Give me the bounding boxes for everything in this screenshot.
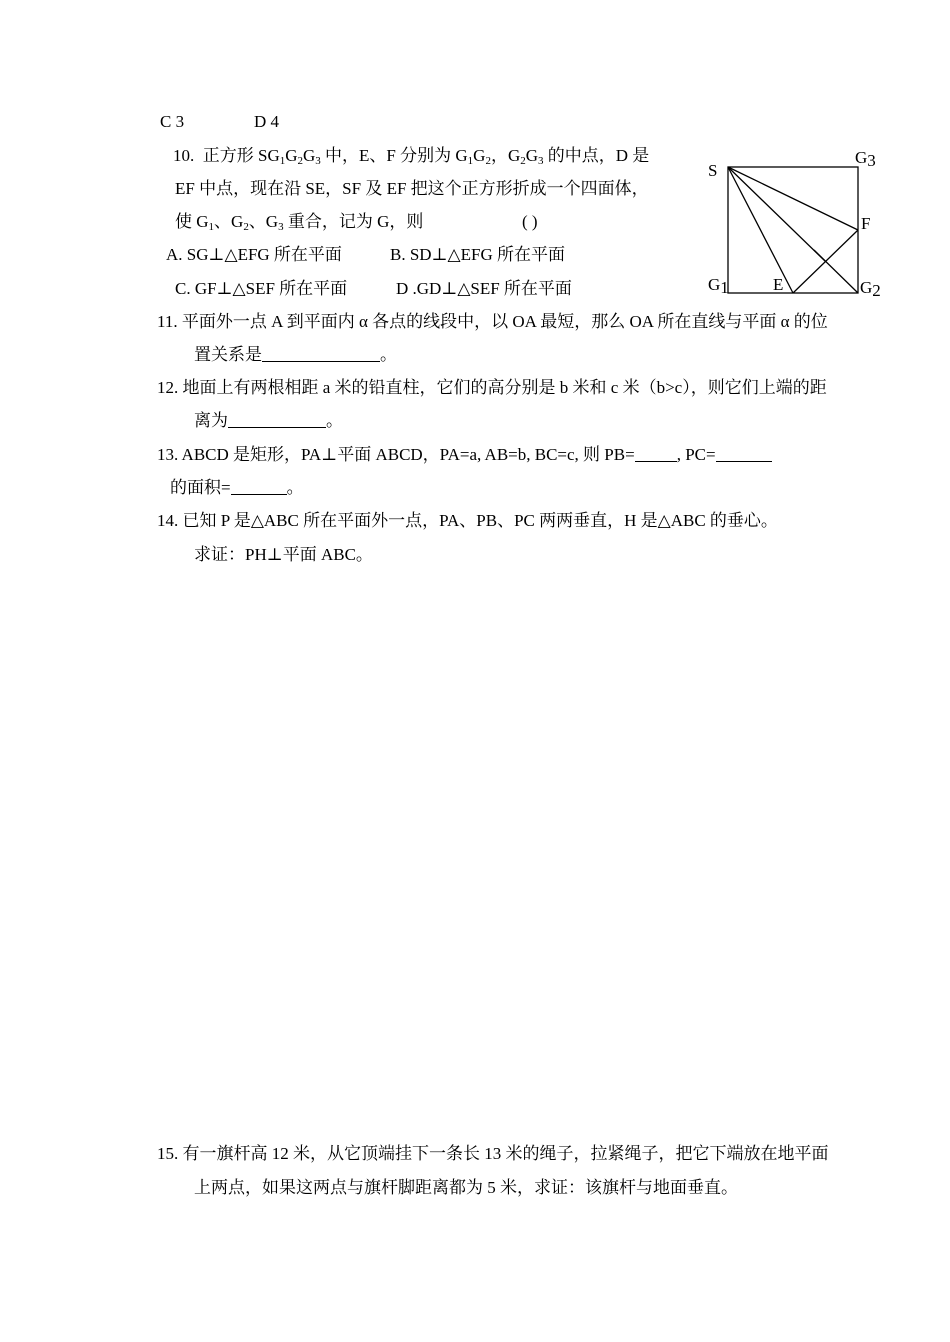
q10-line-3: 使 $G_1$、$G_2$、$G_3$ 重合，记为 G，则 [175, 212, 424, 233]
q15-line-1: 15. 有一旗杆高 12 米，从它顶端挂下一条长 13 米的绳子，拉紧绳子，把它下端放在地平面 [157, 1144, 829, 1163]
q10-answer-paren: ( ) [522, 212, 538, 231]
q10-line-2: EF 中点，现在沿 SE，SF 及 EF 把这个正方形折成一个四面体， [175, 179, 649, 198]
q9-option-c: C 3 [160, 112, 185, 131]
q10-option-c: C. GF⊥△SEF 所在平面 [175, 279, 348, 298]
segment-g2-d [814, 250, 858, 293]
segment-sf [728, 167, 858, 230]
q13-blank-area [231, 478, 287, 495]
q12-line-2: 离为 。 [194, 411, 343, 430]
label-g2: G2 [860, 278, 881, 300]
q14-line-1: 14. 已知 P 是△ABC 所在平面外一点，PA、PB、PC 两两垂直，H 是△ABC 的垂心。 [157, 511, 778, 530]
label-s: S [708, 161, 718, 180]
q13-line-1: 13. ABCD 是矩形，PA⊥平面 ABCD，PA=a, AB=b, BC=c, 则 PB= , PC= [157, 444, 772, 466]
label-e: E [773, 275, 784, 294]
q10-number: 10. [173, 146, 195, 165]
q11-blank [262, 345, 380, 362]
q11-line-1: 11. 平面外一点 A 到平面内 α 各点的线段中，以 OA 最短，那么 OA 所在直线与平面 α 的位 [157, 312, 828, 331]
q12-blank [228, 411, 326, 428]
q14-line-2: 求证：PH⊥平面 ABC。 [194, 545, 373, 564]
q13-blank-pc [716, 445, 772, 462]
q10-option-b: B. SD⊥△EFG 所在平面 [390, 245, 565, 264]
label-f: F [861, 214, 871, 233]
q10-option-d: D .GD⊥△SEF 所在平面 [396, 279, 572, 298]
q13-blank-pb [635, 445, 677, 462]
q13-line-2: 的面积= 。 [170, 478, 304, 497]
q10-option-a: A. SG⊥△EFG 所在平面 [166, 245, 342, 264]
q15-line-2: 上两点，如果这两点与旗杆脚距离都为 5 米，求证：该旗杆与地面垂直。 [194, 1178, 738, 1197]
label-g3: G3 [855, 148, 876, 170]
label-g1: G1 [708, 275, 729, 297]
segment-sd [728, 167, 825, 261]
q10-line-1: 10. 正方形 $SG_1G_2G_3$ 中，E、F 分别为 $G_1G_2$，$G_2G_3$ 的中点，D 是 [173, 146, 650, 167]
q9-option-d: D 4 [254, 112, 280, 131]
square-fold-figure [700, 140, 900, 305]
q11-line-2: 置关系是 。 [194, 345, 397, 364]
q12-line-1: 12. 地面上有两根相距 a 米的铅直柱，它们的高分别是 b 米和 c 米（b>c），则它们上端的距 [157, 378, 827, 397]
